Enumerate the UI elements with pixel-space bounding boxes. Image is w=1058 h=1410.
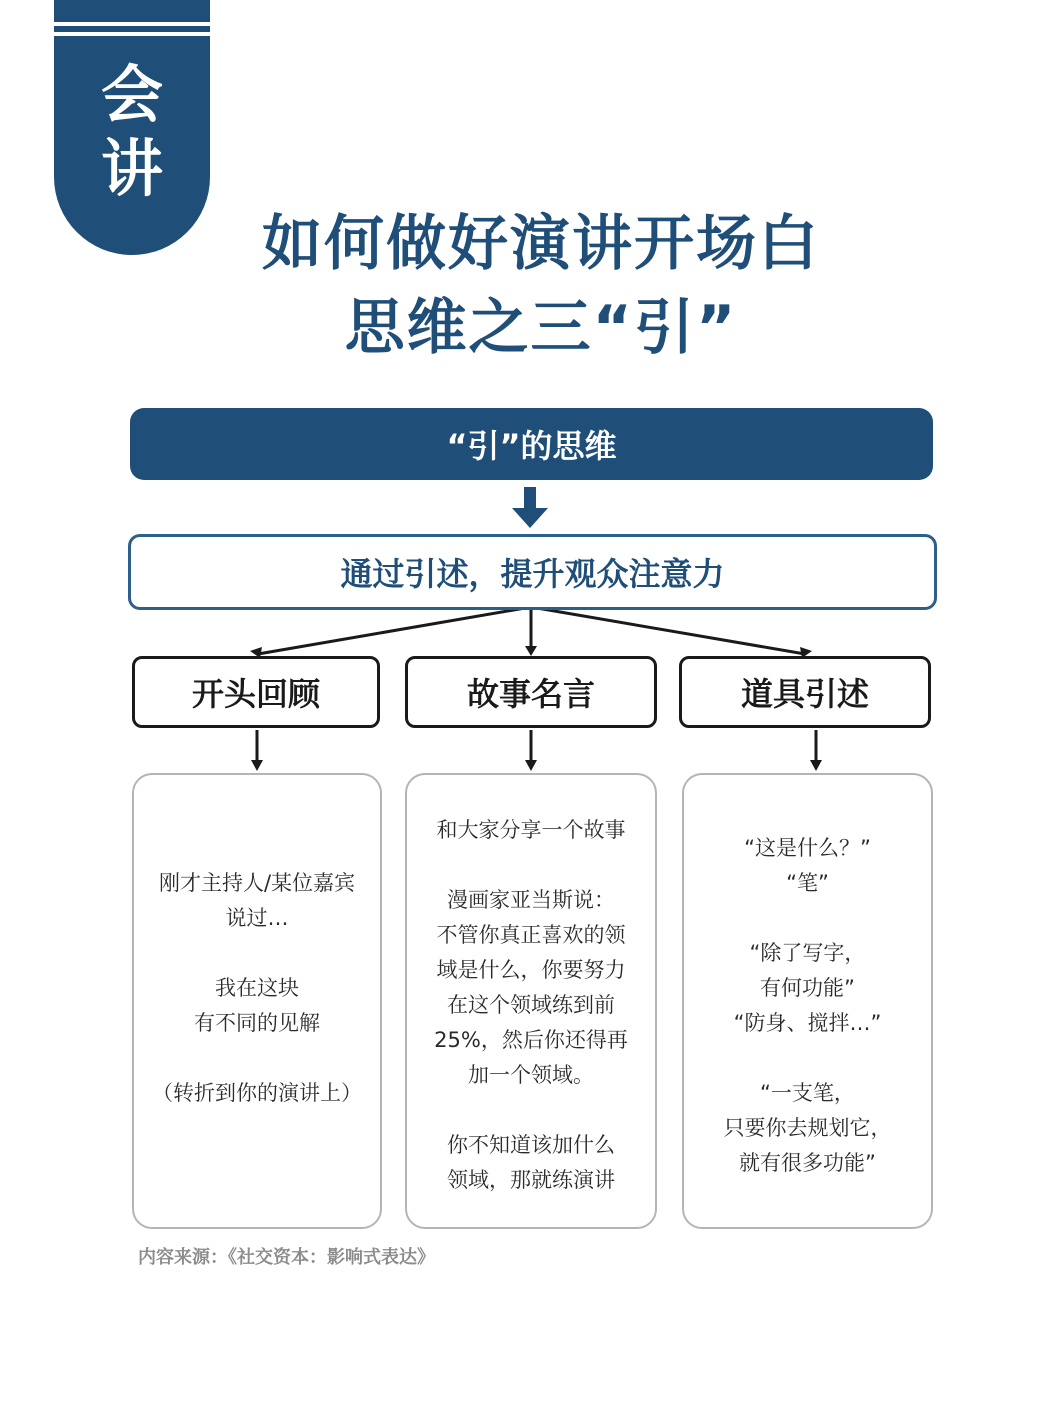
branch-prop-reference: 道具引述 bbox=[679, 656, 931, 728]
arrowhead-icon bbox=[810, 760, 822, 771]
top-concept-bar: “引”的思维 bbox=[130, 408, 933, 480]
tag-char-1: 会 bbox=[100, 58, 163, 131]
card-text-line: 不管你真正喜欢的领 bbox=[436, 923, 626, 947]
title-line-2: 思维之三“引” bbox=[344, 293, 738, 363]
card-text-line: 和大家分享一个故事 bbox=[436, 818, 626, 842]
branch-opening-review: 开头回顾 bbox=[132, 656, 380, 728]
card-text-line: 只要你去规划它， bbox=[723, 1116, 892, 1140]
card-text-line: 刚才主持人/某位嘉宾 bbox=[158, 871, 356, 895]
card-prop-reference bbox=[682, 773, 933, 1229]
card-text-line: 在这个领域练到前 bbox=[447, 993, 615, 1017]
card-text-line: “笔” bbox=[786, 871, 829, 895]
branch-lines bbox=[258, 607, 805, 654]
tag-char-2: 讲 bbox=[100, 132, 163, 205]
arrowhead-icon bbox=[525, 646, 537, 656]
card-text-line: 漫画家亚当斯说： bbox=[447, 888, 615, 912]
branch-story-quote: 故事名言 bbox=[405, 656, 657, 728]
card-text-line: “防身、搅拌…” bbox=[733, 1011, 882, 1035]
card-opening-review bbox=[132, 773, 382, 1229]
card-connectors bbox=[257, 730, 816, 762]
card-text-line: 加一个领域。 bbox=[468, 1063, 594, 1087]
card-story-quote bbox=[405, 773, 657, 1229]
arrowhead-icon bbox=[251, 760, 263, 771]
card-text-line: “这是什么？” bbox=[744, 836, 871, 860]
card-text-line: 域是什么，你要努力 bbox=[436, 958, 626, 982]
card-text-line: 你不知道该加什么 bbox=[447, 1133, 615, 1157]
card-text-line: 说过… bbox=[225, 906, 289, 930]
source-citation: 内容来源：《社交资本：影响式表达》 bbox=[138, 1247, 435, 1268]
card-text-line: 有不同的见解 bbox=[194, 1011, 320, 1035]
down-arrow-icon bbox=[512, 487, 548, 528]
card-text-line: “一支笔， bbox=[760, 1081, 855, 1105]
arrowhead-icon bbox=[525, 760, 537, 771]
card-text-line: 有何功能” bbox=[760, 976, 855, 1000]
card-text-line: 25%，然后你还得再 bbox=[434, 1028, 628, 1052]
card-text-line: 领域，那就练演讲 bbox=[447, 1168, 615, 1192]
card-text-line: 我在这块 bbox=[215, 976, 299, 1000]
card-text-line: （转折到你的演讲上） bbox=[152, 1081, 362, 1105]
card-text-line: “除了写字， bbox=[749, 941, 866, 965]
tag-decor-line bbox=[54, 32, 210, 36]
title-line-1: 如何做好演讲开场白 bbox=[262, 209, 820, 279]
card-text-line: 就有很多功能” bbox=[739, 1151, 876, 1175]
tag-decor-line bbox=[54, 22, 210, 26]
sub-concept-bar: 通过引述，提升观众注意力 bbox=[128, 534, 937, 610]
